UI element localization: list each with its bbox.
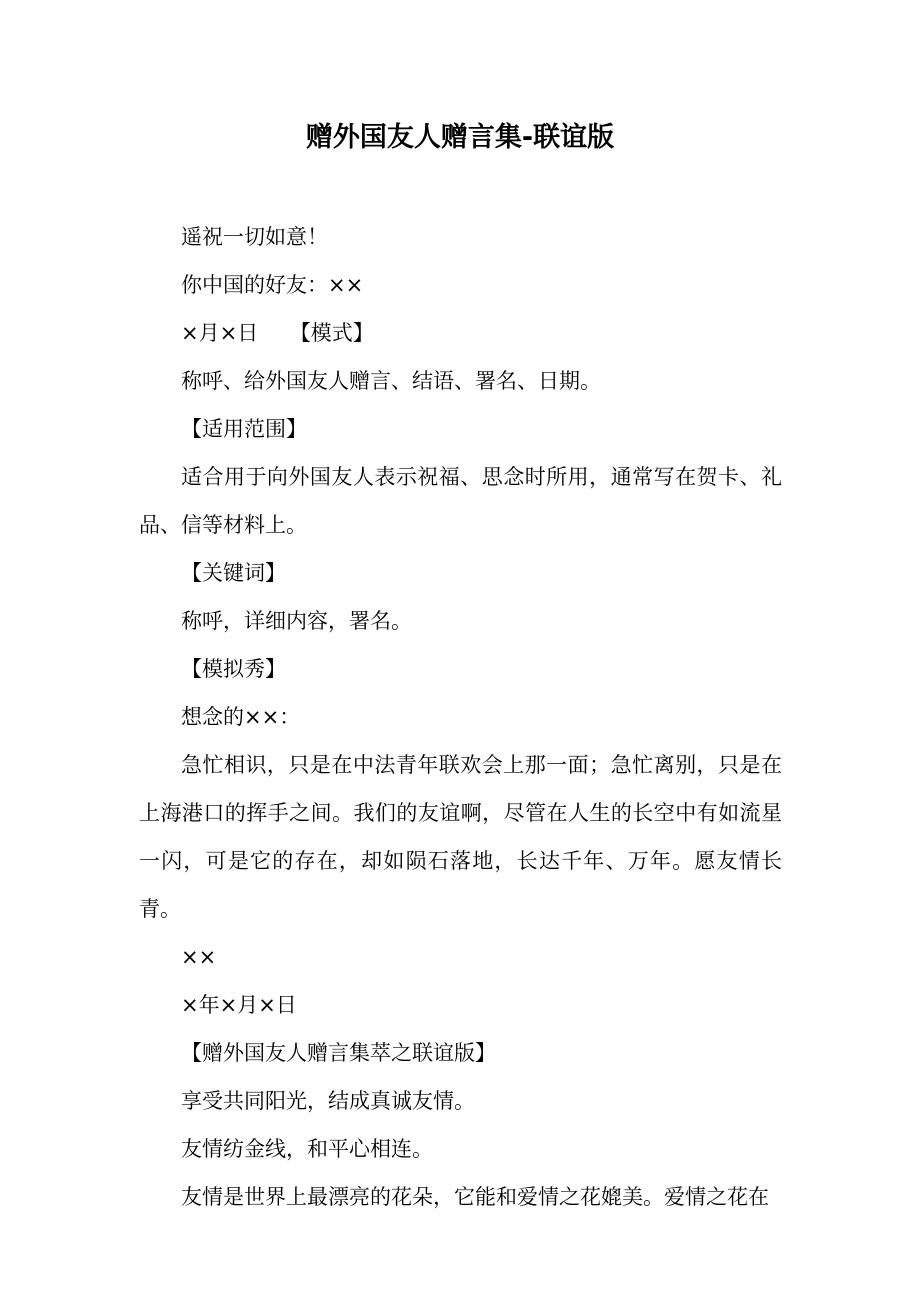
quote-item: 友情纺金线，和平心相连。 bbox=[181, 1137, 433, 1161]
collection-heading: 【赠外国友人赠言集萃之联谊版】 bbox=[181, 1041, 496, 1065]
sender-signature: 你中国的好友：×× bbox=[181, 273, 364, 297]
sample-heading: 【模拟秀】 bbox=[181, 657, 286, 681]
sample-body: 急忙相识，只是在中法青年联欢会上那一面；急忙离别，只是在上海港口的挥手之间。我们的友谊啊，尽管在人生的长空中有如流星一闪，可是它的存在，却如陨石落地，长达千年、万年。愿友情长青。 bbox=[139, 753, 782, 921]
date-and-pattern-heading: ×月×日 【模式】 bbox=[181, 321, 374, 345]
sample-signature: ×× bbox=[181, 945, 217, 969]
sample-date: ×年×月×日 bbox=[181, 993, 297, 1017]
scope-heading: 【适用范围】 bbox=[181, 417, 307, 441]
document-title: 赠外国友人赠言集-联谊版 bbox=[305, 122, 615, 153]
quote-item: 享受共同阳光，结成真诚友情。 bbox=[181, 1089, 475, 1113]
closing-wish: 遥祝一切如意！ bbox=[181, 225, 328, 249]
keywords-heading: 【关键词】 bbox=[181, 561, 286, 585]
quote-item: 友情是世界上最漂亮的花朵，它能和爱情之花媲美。爱情之花在 bbox=[181, 1185, 769, 1209]
pattern-description: 称呼、给外国友人赠言、结语、署名、日期。 bbox=[181, 369, 601, 393]
sample-salutation: 想念的××： bbox=[181, 705, 301, 729]
document-body bbox=[139, 213, 782, 1221]
scope-description: 适合用于向外国友人表示祝福、思念时所用，通常写在贺卡、礼品、信等材料上。 bbox=[139, 465, 782, 537]
keywords-description: 称呼，详细内容，署名。 bbox=[181, 609, 412, 633]
